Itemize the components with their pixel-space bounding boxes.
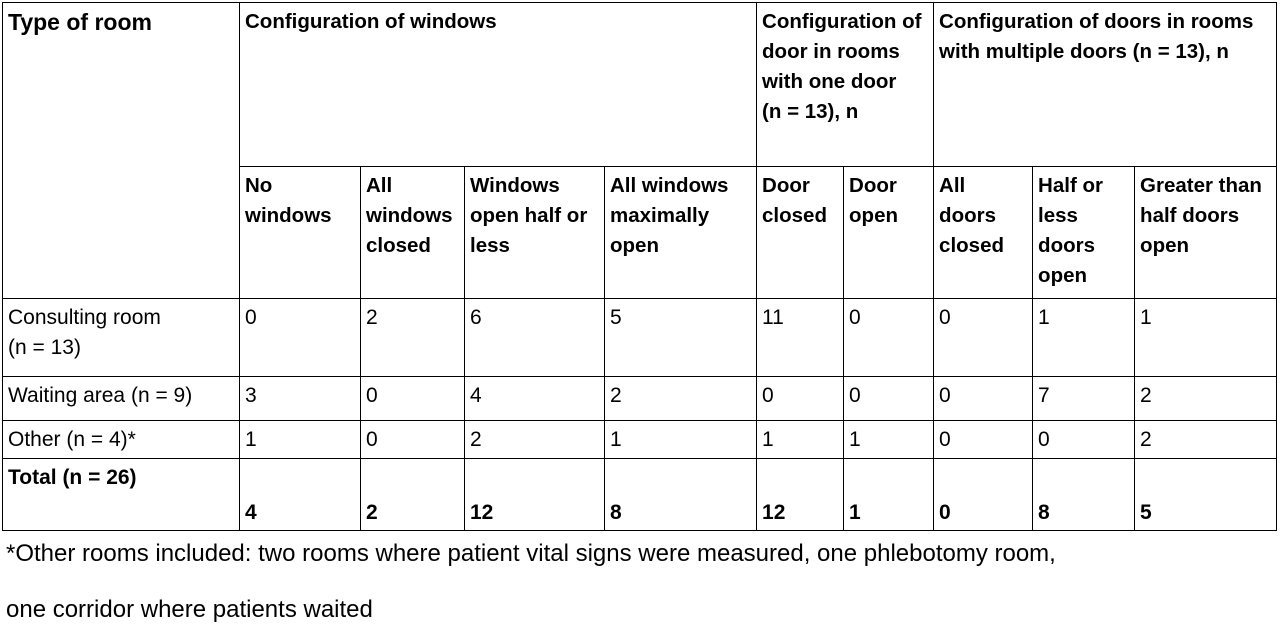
footnote-line-2: one corridor where patients waited	[6, 596, 373, 623]
table-cell: 0	[361, 377, 465, 421]
header-row-group	[3, 3, 1277, 167]
total-cell: 12	[757, 459, 844, 531]
windows-group-header: Configuration of windows	[240, 3, 757, 167]
table-row	[3, 377, 1277, 421]
table-cell: 5	[605, 299, 757, 377]
table-cell: 1	[240, 421, 361, 459]
footnote-line-1: *Other rooms included: two rooms where patient vital signs were measured, one phlebotomy room,	[6, 540, 1056, 567]
all-doors-closed-header: All doors closed	[934, 167, 1033, 299]
table-cell: 0	[934, 377, 1033, 421]
table-cell: 1	[1033, 299, 1135, 377]
row-label: Other (n = 4)*	[3, 421, 240, 459]
table-cell: 7	[1033, 377, 1135, 421]
table-cell: 2	[605, 377, 757, 421]
table-row	[3, 421, 1277, 459]
total-cell: 1	[844, 459, 934, 531]
type-of-room-header: Type of room	[3, 3, 240, 299]
table-cell: 4	[465, 377, 605, 421]
total-cell: 4	[240, 459, 361, 531]
half-or-less-doors-header: Half or less doors open	[1033, 167, 1135, 299]
table-cell: 0	[844, 377, 934, 421]
greater-than-half-doors-header: Greater than half doors open	[1135, 167, 1277, 299]
windows-max-header: All windows maximally open	[605, 167, 757, 299]
table-cell: 0	[934, 421, 1033, 459]
room-configuration-table	[2, 2, 1277, 531]
door-closed-header: Door closed	[757, 167, 844, 299]
total-label: Total (n = 26)	[3, 459, 240, 531]
multi-door-group-header: Configuration of doors in rooms with multiple doors (n = 13), n	[934, 3, 1277, 167]
total-row	[3, 459, 1277, 531]
table-cell: 0	[757, 377, 844, 421]
table-cell: 0	[1033, 421, 1135, 459]
total-cell: 0	[934, 459, 1033, 531]
door-open-header: Door open	[844, 167, 934, 299]
total-cell: 12	[465, 459, 605, 531]
total-cell: 5	[1135, 459, 1277, 531]
table-cell: 11	[757, 299, 844, 377]
windows-half-header: Windows open half or less	[465, 167, 605, 299]
row-label: Waiting area (n = 9)	[3, 377, 240, 421]
row-label: Consulting room (n = 13)	[3, 299, 240, 377]
table-cell: 2	[1135, 421, 1277, 459]
table-cell: 2	[1135, 377, 1277, 421]
table-cell: 1	[844, 421, 934, 459]
table-cell: 1	[757, 421, 844, 459]
all-windows-closed-header: All windows closed	[361, 167, 465, 299]
table-cell: 0	[240, 299, 361, 377]
table-cell: 0	[934, 299, 1033, 377]
table-cell: 2	[361, 299, 465, 377]
total-cell: 2	[361, 459, 465, 531]
table-cell: 0	[361, 421, 465, 459]
total-cell: 8	[605, 459, 757, 531]
one-door-group-header: Configuration of door in rooms with one door (n = 13), n	[757, 3, 934, 167]
table-cell: 0	[844, 299, 934, 377]
table-row	[3, 299, 1277, 377]
table-cell: 1	[1135, 299, 1277, 377]
table-cell: 6	[465, 299, 605, 377]
total-cell: 8	[1033, 459, 1135, 531]
table-cell: 2	[465, 421, 605, 459]
table-cell: 3	[240, 377, 361, 421]
table-cell: 1	[605, 421, 757, 459]
no-windows-header: No windows	[240, 167, 361, 299]
